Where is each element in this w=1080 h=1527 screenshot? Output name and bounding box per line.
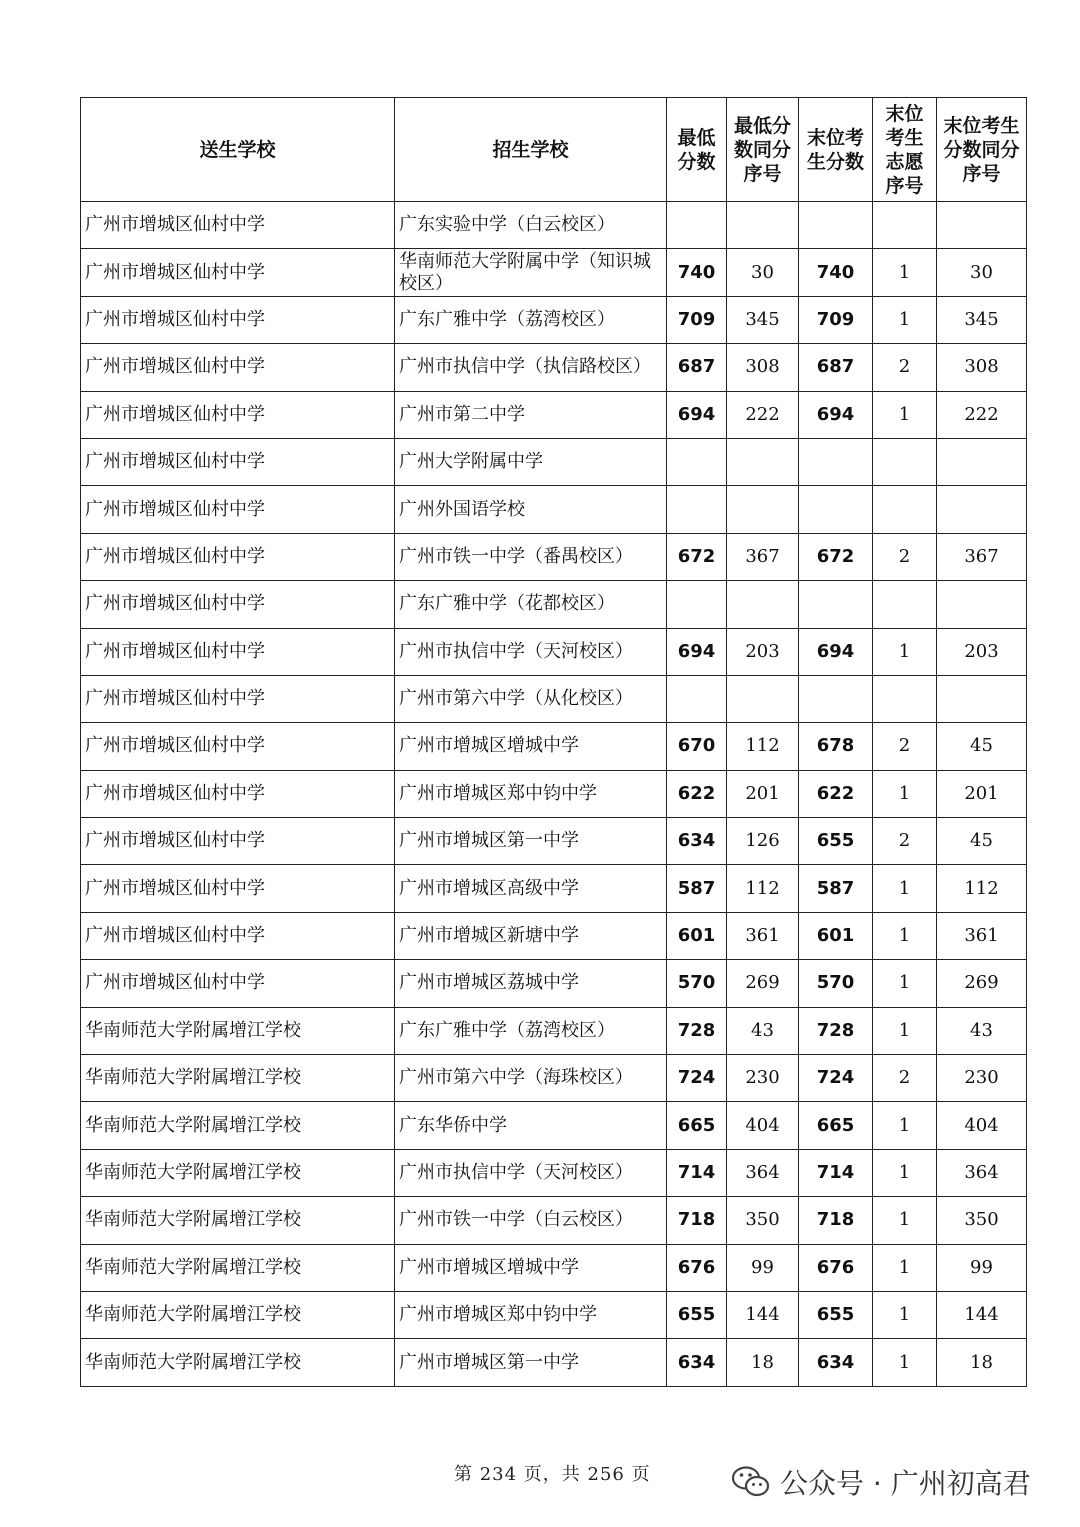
sending-school-cell: 华南师范大学附属增江学校 [81, 1291, 395, 1338]
last-choice-order-cell: 1 [873, 1291, 937, 1338]
min-score-cell: 740 [667, 249, 727, 296]
admission-score-table [80, 97, 1027, 1387]
admitting-school-cell: 广东实验中学（白云校区） [395, 202, 667, 249]
last-choice-order-cell [873, 438, 937, 485]
admitting-school-cell: 广东广雅中学（荔湾校区） [395, 1007, 667, 1054]
admitting-school-cell: 广州市增城区郑中钧中学 [395, 770, 667, 817]
admitting-school-cell: 广州市执信中学（天河校区） [395, 1149, 667, 1196]
sending-school-cell: 华南师范大学附属增江学校 [81, 1197, 395, 1244]
table-row [81, 1291, 1027, 1338]
last-score-cell: 694 [799, 628, 873, 675]
table-row [81, 912, 1027, 959]
table-row [81, 818, 1027, 865]
last-choice-order-cell: 1 [873, 1244, 937, 1291]
sending-school-cell: 广州市增城区仙村中学 [81, 296, 395, 343]
table-row [81, 438, 1027, 485]
last-score-tie-rank-cell [937, 581, 1027, 628]
header-min-score: 最低 分数 [667, 98, 727, 202]
sending-school-cell: 华南师范大学附属增江学校 [81, 1149, 395, 1196]
last-score-tie-rank-cell [937, 438, 1027, 485]
min-score-tie-rank-cell: 30 [727, 249, 799, 296]
last-score-tie-rank-cell: 112 [937, 865, 1027, 912]
last-score-tie-rank-cell: 345 [937, 296, 1027, 343]
min-score-tie-rank-cell [727, 581, 799, 628]
min-score-tie-rank-cell [727, 202, 799, 249]
min-score-cell: 655 [667, 1291, 727, 1338]
admitting-school-cell: 广东广雅中学（荔湾校区） [395, 296, 667, 343]
min-score-cell: 601 [667, 912, 727, 959]
header-admitting-school: 招生学校 [395, 98, 667, 202]
last-score-cell: 676 [799, 1244, 873, 1291]
last-score-tie-rank-cell: 308 [937, 344, 1027, 391]
admitting-school-cell: 广州市增城区第一中学 [395, 818, 667, 865]
table-row [81, 202, 1027, 249]
min-score-cell [667, 581, 727, 628]
last-score-cell: 634 [799, 1339, 873, 1386]
min-score-cell [667, 675, 727, 722]
table-row [81, 1007, 1027, 1054]
last-choice-order-cell: 2 [873, 533, 937, 580]
last-score-tie-rank-cell: 364 [937, 1149, 1027, 1196]
min-score-tie-rank-cell: 126 [727, 818, 799, 865]
min-score-cell: 709 [667, 296, 727, 343]
last-score-tie-rank-cell [937, 675, 1027, 722]
min-score-tie-rank-cell [727, 675, 799, 722]
min-score-tie-rank-cell: 308 [727, 344, 799, 391]
last-score-cell: 694 [799, 391, 873, 438]
last-score-cell: 714 [799, 1149, 873, 1196]
sending-school-cell: 华南师范大学附属增江学校 [81, 1007, 395, 1054]
last-choice-order-cell: 1 [873, 1339, 937, 1386]
admitting-school-cell: 广州市增城区第一中学 [395, 1339, 667, 1386]
last-score-cell: 678 [799, 723, 873, 770]
min-score-cell: 694 [667, 628, 727, 675]
admitting-school-cell: 广州外国语学校 [395, 486, 667, 533]
last-choice-order-cell: 2 [873, 1055, 937, 1102]
last-score-cell [799, 486, 873, 533]
sending-school-cell: 广州市增城区仙村中学 [81, 723, 395, 770]
min-score-cell [667, 486, 727, 533]
admitting-school-cell: 广州市增城区增城中学 [395, 723, 667, 770]
last-choice-order-cell: 1 [873, 249, 937, 296]
min-score-tie-rank-cell [727, 438, 799, 485]
min-score-cell: 570 [667, 960, 727, 1007]
min-score-tie-rank-cell: 43 [727, 1007, 799, 1054]
min-score-tie-rank-cell: 350 [727, 1197, 799, 1244]
min-score-tie-rank-cell: 222 [727, 391, 799, 438]
min-score-tie-rank-cell: 112 [727, 865, 799, 912]
min-score-cell: 634 [667, 1339, 727, 1386]
last-score-tie-rank-cell: 222 [937, 391, 1027, 438]
min-score-tie-rank-cell: 367 [727, 533, 799, 580]
last-score-cell: 687 [799, 344, 873, 391]
last-score-cell [799, 202, 873, 249]
admitting-school-cell: 广州市执信中学（天河校区） [395, 628, 667, 675]
last-score-tie-rank-cell: 367 [937, 533, 1027, 580]
admitting-school-cell: 广州市增城区新塘中学 [395, 912, 667, 959]
min-score-tie-rank-cell: 230 [727, 1055, 799, 1102]
admitting-school-cell: 华南师范大学附属中学（知识城校区） [395, 249, 667, 296]
sending-school-cell: 广州市增城区仙村中学 [81, 960, 395, 1007]
sending-school-cell: 广州市增城区仙村中学 [81, 391, 395, 438]
sending-school-cell: 广州市增城区仙村中学 [81, 581, 395, 628]
last-score-tie-rank-cell: 350 [937, 1197, 1027, 1244]
last-choice-order-cell [873, 675, 937, 722]
last-score-cell: 672 [799, 533, 873, 580]
sending-school-cell: 广州市增城区仙村中学 [81, 344, 395, 391]
last-score-tie-rank-cell [937, 486, 1027, 533]
min-score-tie-rank-cell: 201 [727, 770, 799, 817]
header-last-score-tie-rank: 末位考生 分数同分 序号 [937, 98, 1027, 202]
table-row [81, 581, 1027, 628]
last-score-tie-rank-cell: 230 [937, 1055, 1027, 1102]
last-score-tie-rank-cell [937, 202, 1027, 249]
last-choice-order-cell: 2 [873, 723, 937, 770]
watermark-text: 公众号 · 广州初高君 [780, 1467, 1031, 1500]
last-choice-order-cell [873, 486, 937, 533]
admitting-school-cell: 广州市铁一中学（番禺校区） [395, 533, 667, 580]
min-score-cell: 724 [667, 1055, 727, 1102]
last-score-cell: 601 [799, 912, 873, 959]
sending-school-cell: 广州市增城区仙村中学 [81, 486, 395, 533]
min-score-cell: 718 [667, 1197, 727, 1244]
table-row [81, 249, 1027, 296]
last-score-tie-rank-cell: 203 [937, 628, 1027, 675]
last-choice-order-cell: 1 [873, 1149, 937, 1196]
admitting-school-cell: 广州市增城区荔城中学 [395, 960, 667, 1007]
last-score-cell: 740 [799, 249, 873, 296]
admitting-school-cell: 广东广雅中学（花都校区） [395, 581, 667, 628]
table-row [81, 675, 1027, 722]
last-score-tie-rank-cell: 45 [937, 723, 1027, 770]
wechat-watermark [732, 1462, 1031, 1502]
admitting-school-cell: 广东华侨中学 [395, 1102, 667, 1149]
min-score-tie-rank-cell: 269 [727, 960, 799, 1007]
table-row [81, 628, 1027, 675]
last-score-tie-rank-cell: 361 [937, 912, 1027, 959]
table-row [81, 486, 1027, 533]
sending-school-cell: 广州市增城区仙村中学 [81, 865, 395, 912]
min-score-tie-rank-cell: 345 [727, 296, 799, 343]
min-score-cell: 714 [667, 1149, 727, 1196]
min-score-tie-rank-cell: 404 [727, 1102, 799, 1149]
table-row [81, 1244, 1027, 1291]
last-score-tie-rank-cell: 18 [937, 1339, 1027, 1386]
last-score-cell: 709 [799, 296, 873, 343]
table-row [81, 723, 1027, 770]
last-score-cell: 728 [799, 1007, 873, 1054]
table-row [81, 1149, 1027, 1196]
admitting-school-cell: 广州市增城区高级中学 [395, 865, 667, 912]
last-score-cell: 587 [799, 865, 873, 912]
last-score-cell [799, 581, 873, 628]
sending-school-cell: 广州市增城区仙村中学 [81, 818, 395, 865]
table-header-row [81, 98, 1027, 202]
last-score-cell [799, 438, 873, 485]
min-score-tie-rank-cell: 99 [727, 1244, 799, 1291]
table-row [81, 1102, 1027, 1149]
table-row [81, 770, 1027, 817]
admitting-school-cell: 广州大学附属中学 [395, 438, 667, 485]
page-footer: 第 234 页，共 256 页 [454, 1464, 651, 1485]
last-score-cell: 655 [799, 1291, 873, 1338]
admitting-school-cell: 广州市第六中学（海珠校区） [395, 1055, 667, 1102]
min-score-cell: 687 [667, 344, 727, 391]
table-row [81, 533, 1027, 580]
min-score-tie-rank-cell: 364 [727, 1149, 799, 1196]
min-score-cell: 728 [667, 1007, 727, 1054]
sending-school-cell: 华南师范大学附属增江学校 [81, 1055, 395, 1102]
header-last-score: 末位考 生分数 [799, 98, 873, 202]
admitting-school-cell: 广州市第二中学 [395, 391, 667, 438]
admitting-school-cell: 广州市铁一中学（白云校区） [395, 1197, 667, 1244]
table-row [81, 1339, 1027, 1386]
table-row [81, 344, 1027, 391]
sending-school-cell: 广州市增城区仙村中学 [81, 202, 395, 249]
sending-school-cell: 华南师范大学附属增江学校 [81, 1244, 395, 1291]
min-score-cell: 665 [667, 1102, 727, 1149]
last-score-tie-rank-cell: 201 [937, 770, 1027, 817]
last-score-cell: 665 [799, 1102, 873, 1149]
last-score-tie-rank-cell: 144 [937, 1291, 1027, 1338]
min-score-cell: 670 [667, 723, 727, 770]
last-choice-order-cell: 1 [873, 1197, 937, 1244]
last-choice-order-cell: 1 [873, 296, 937, 343]
admitting-school-cell: 广州市增城区郑中钧中学 [395, 1291, 667, 1338]
sending-school-cell: 广州市增城区仙村中学 [81, 770, 395, 817]
sending-school-cell: 华南师范大学附属增江学校 [81, 1339, 395, 1386]
last-choice-order-cell: 1 [873, 391, 937, 438]
admitting-school-cell: 广州市执信中学（执信路校区） [395, 344, 667, 391]
sending-school-cell: 广州市增城区仙村中学 [81, 912, 395, 959]
sending-school-cell: 华南师范大学附属增江学校 [81, 1102, 395, 1149]
last-choice-order-cell [873, 581, 937, 628]
last-choice-order-cell: 1 [873, 865, 937, 912]
min-score-cell: 587 [667, 865, 727, 912]
last-score-cell: 718 [799, 1197, 873, 1244]
header-last-choice-order: 末位 考生 志愿 序号 [873, 98, 937, 202]
min-score-tie-rank-cell: 361 [727, 912, 799, 959]
last-choice-order-cell: 1 [873, 770, 937, 817]
sending-school-cell: 广州市增城区仙村中学 [81, 438, 395, 485]
sending-school-cell: 广州市增城区仙村中学 [81, 675, 395, 722]
sending-school-cell: 广州市增城区仙村中学 [81, 628, 395, 675]
last-score-cell: 655 [799, 818, 873, 865]
last-score-tie-rank-cell: 30 [937, 249, 1027, 296]
table-row [81, 960, 1027, 1007]
last-score-tie-rank-cell: 43 [937, 1007, 1027, 1054]
table-row [81, 865, 1027, 912]
min-score-tie-rank-cell: 203 [727, 628, 799, 675]
last-score-tie-rank-cell: 269 [937, 960, 1027, 1007]
table-row [81, 1055, 1027, 1102]
min-score-cell: 676 [667, 1244, 727, 1291]
last-choice-order-cell: 1 [873, 1007, 937, 1054]
table-row [81, 391, 1027, 438]
last-choice-order-cell: 1 [873, 628, 937, 675]
last-choice-order-cell: 1 [873, 1102, 937, 1149]
sending-school-cell: 广州市增城区仙村中学 [81, 249, 395, 296]
min-score-cell: 622 [667, 770, 727, 817]
sending-school-cell: 广州市增城区仙村中学 [81, 533, 395, 580]
table-row [81, 1197, 1027, 1244]
header-min-score-tie-rank: 最低分 数同分 序号 [727, 98, 799, 202]
last-choice-order-cell: 2 [873, 344, 937, 391]
last-score-tie-rank-cell: 99 [937, 1244, 1027, 1291]
min-score-cell: 634 [667, 818, 727, 865]
last-score-cell: 724 [799, 1055, 873, 1102]
last-choice-order-cell [873, 202, 937, 249]
min-score-cell: 694 [667, 391, 727, 438]
last-score-cell: 622 [799, 770, 873, 817]
last-choice-order-cell: 1 [873, 912, 937, 959]
min-score-cell [667, 202, 727, 249]
min-score-tie-rank-cell: 18 [727, 1339, 799, 1386]
last-score-tie-rank-cell: 404 [937, 1102, 1027, 1149]
min-score-cell: 672 [667, 533, 727, 580]
last-score-cell [799, 675, 873, 722]
header-sending-school: 送生学校 [81, 98, 395, 202]
last-choice-order-cell: 1 [873, 960, 937, 1007]
admitting-school-cell: 广州市增城区增城中学 [395, 1244, 667, 1291]
min-score-tie-rank-cell: 112 [727, 723, 799, 770]
last-score-cell: 570 [799, 960, 873, 1007]
last-choice-order-cell: 2 [873, 818, 937, 865]
min-score-tie-rank-cell: 144 [727, 1291, 799, 1338]
table-row [81, 296, 1027, 343]
admitting-school-cell: 广州市第六中学（从化校区） [395, 675, 667, 722]
last-score-tie-rank-cell: 45 [937, 818, 1027, 865]
wechat-icon [732, 1466, 770, 1498]
min-score-tie-rank-cell [727, 486, 799, 533]
min-score-cell [667, 438, 727, 485]
